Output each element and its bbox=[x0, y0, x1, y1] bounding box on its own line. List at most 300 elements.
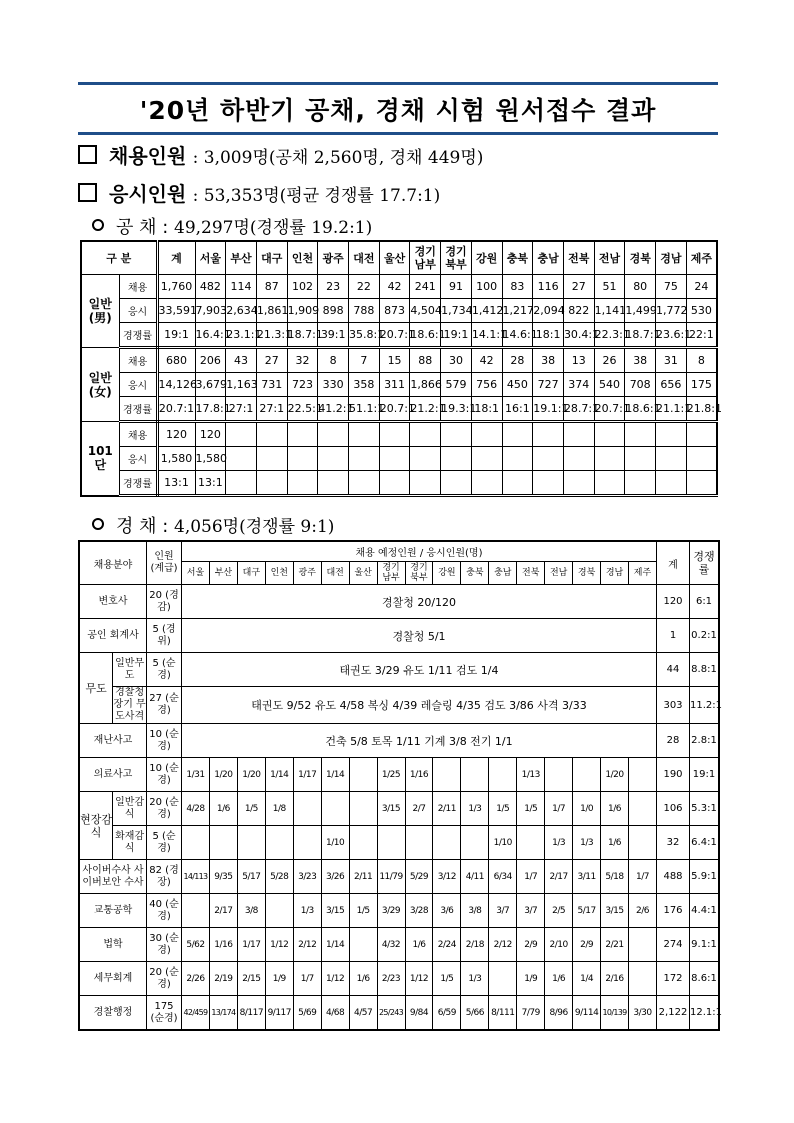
region-header: 부산 bbox=[209, 562, 237, 585]
plan-cell: 3/12 bbox=[433, 860, 461, 894]
data-cell: 330 bbox=[318, 373, 349, 397]
column-header: 강원 bbox=[471, 241, 502, 275]
data-cell: 33,591 bbox=[157, 299, 195, 323]
data-cell: 83 bbox=[502, 275, 533, 299]
data-cell: 206 bbox=[195, 348, 226, 373]
data-cell: 13 bbox=[563, 348, 594, 373]
plan-cell: 1/12 bbox=[265, 928, 293, 962]
plan-cell: 1/12 bbox=[405, 962, 433, 996]
data-cell bbox=[563, 447, 594, 471]
plan-cell: 3/8 bbox=[461, 894, 489, 928]
plan-cell: 2/15 bbox=[237, 962, 265, 996]
plan-cell: 1/0 bbox=[573, 792, 601, 826]
plan-cell: 11/79 bbox=[377, 860, 405, 894]
field-cell: 재난사고 bbox=[79, 724, 147, 758]
table-row bbox=[79, 619, 719, 653]
table-row bbox=[79, 860, 719, 894]
field-cell: 세무회계 bbox=[79, 962, 147, 996]
ratio-cell: 11.2:1 bbox=[690, 687, 720, 724]
data-cell bbox=[533, 471, 564, 496]
plan-cell: 1/6 bbox=[405, 928, 433, 962]
plan-cell: 2/24 bbox=[433, 928, 461, 962]
plan-cell bbox=[545, 758, 573, 792]
data-cell bbox=[502, 471, 533, 496]
hire-summary bbox=[78, 140, 483, 169]
row-label: 경쟁률 bbox=[119, 323, 157, 348]
data-cell: 2,634 bbox=[226, 299, 257, 323]
plan-cell: 5/18 bbox=[601, 860, 629, 894]
column-header: 제주 bbox=[686, 241, 717, 275]
ratio-cell: 6.4:1 bbox=[690, 826, 720, 860]
plan-cell bbox=[517, 826, 545, 860]
data-cell bbox=[410, 471, 441, 496]
plan-cell bbox=[182, 894, 210, 928]
plan-cell: 1/7 bbox=[517, 860, 545, 894]
data-cell: 20.7:1 bbox=[594, 397, 625, 422]
page-title: '20년 하반기 공채, 경채 시험 원서접수 결과 bbox=[139, 96, 657, 125]
plan-cell bbox=[629, 826, 657, 860]
column-header: 울산 bbox=[379, 241, 410, 275]
data-cell: 51 bbox=[594, 275, 625, 299]
table-row bbox=[81, 348, 717, 373]
data-cell: 27:1 bbox=[226, 397, 257, 422]
column-header: 경남 bbox=[656, 241, 687, 275]
data-cell: 18:1 bbox=[533, 323, 564, 348]
plan-cell: 2/16 bbox=[601, 962, 629, 996]
data-cell bbox=[379, 422, 410, 447]
plan-cell bbox=[265, 894, 293, 928]
table-row bbox=[81, 471, 717, 496]
data-cell: 42 bbox=[471, 348, 502, 373]
ratio-cell: 8.6:1 bbox=[690, 962, 720, 996]
plan-cell: 3/11 bbox=[573, 860, 601, 894]
region-header: 인천 bbox=[265, 562, 293, 585]
header-cell: 구 분 bbox=[81, 241, 157, 275]
hire-value: : 3,009명(공채 2,560명, 경채 449명) bbox=[192, 148, 484, 168]
region-header: 경기 북부 bbox=[405, 562, 433, 585]
data-cell bbox=[563, 422, 594, 447]
plan-cell: 1/3 bbox=[293, 894, 321, 928]
plan-cell: 1/10 bbox=[489, 826, 517, 860]
plan-cell bbox=[629, 792, 657, 826]
hire-label: 채용인원 bbox=[109, 144, 187, 168]
plan-cell: 1/6 bbox=[545, 962, 573, 996]
data-cell: 1,760 bbox=[157, 275, 195, 299]
data-cell: 311 bbox=[379, 373, 410, 397]
career-recruitment-table bbox=[78, 540, 720, 1031]
data-cell bbox=[656, 447, 687, 471]
applicant-value: : 53,353명(평균 경쟁률 17.7:1) bbox=[192, 186, 441, 206]
data-cell bbox=[318, 422, 349, 447]
plan-cell: 4/32 bbox=[377, 928, 405, 962]
plan-cell: 1/14 bbox=[265, 758, 293, 792]
plan-cell: 1/7 bbox=[545, 792, 573, 826]
data-cell: 4,504 bbox=[410, 299, 441, 323]
data-cell: 23 bbox=[318, 275, 349, 299]
data-cell: 540 bbox=[594, 373, 625, 397]
plan-cell: 9/117 bbox=[265, 996, 293, 1031]
data-cell bbox=[349, 471, 380, 496]
ratio-header: 경쟁률 bbox=[690, 541, 720, 585]
plan-cell bbox=[321, 792, 349, 826]
data-cell: 27 bbox=[563, 275, 594, 299]
data-cell: 22:1 bbox=[686, 323, 717, 348]
plan-cell: 5/69 bbox=[293, 996, 321, 1031]
personnel-cell: 5 (순경) bbox=[147, 653, 182, 687]
total-cell: 488 bbox=[657, 860, 690, 894]
column-header: 경기 북부 bbox=[441, 241, 472, 275]
data-cell bbox=[441, 471, 472, 496]
total-cell: 303 bbox=[657, 687, 690, 724]
data-cell: 41.2:1 bbox=[318, 397, 349, 422]
plan-cell: 2/19 bbox=[209, 962, 237, 996]
group-cell: 일반 (男) bbox=[81, 275, 119, 348]
total-cell: 1 bbox=[657, 619, 690, 653]
data-cell: 898 bbox=[318, 299, 349, 323]
data-cell: 19:1 bbox=[441, 323, 472, 348]
plan-cell: 3/23 bbox=[293, 860, 321, 894]
table-row bbox=[79, 687, 719, 724]
data-cell: 1,909 bbox=[287, 299, 318, 323]
ratio-cell: 9.1:1 bbox=[690, 928, 720, 962]
plan-cell: 3/15 bbox=[377, 792, 405, 826]
plan-cell: 3/8 bbox=[237, 894, 265, 928]
personnel-cell: 27 (순경) bbox=[147, 687, 182, 724]
data-cell: 87 bbox=[256, 275, 287, 299]
career-header-row bbox=[79, 541, 719, 562]
data-cell: 1,412 bbox=[471, 299, 502, 323]
plan-cell bbox=[629, 758, 657, 792]
data-cell: 24 bbox=[686, 275, 717, 299]
data-cell bbox=[379, 447, 410, 471]
data-cell: 708 bbox=[625, 373, 656, 397]
plan-cell: 2/26 bbox=[182, 962, 210, 996]
plan-cell: 1/6 bbox=[209, 792, 237, 826]
column-header: 계 bbox=[157, 241, 195, 275]
data-cell bbox=[256, 447, 287, 471]
open-label: 공 채 : bbox=[116, 217, 175, 238]
plan-cell: 5/62 bbox=[182, 928, 210, 962]
plan-cell: 1/5 bbox=[237, 792, 265, 826]
plan-cell: 3/15 bbox=[321, 894, 349, 928]
plan-cell: 2/11 bbox=[433, 792, 461, 826]
data-cell: 91 bbox=[441, 275, 472, 299]
plan-cell: 25/243 bbox=[377, 996, 405, 1031]
group-cell: 무도 bbox=[79, 653, 113, 724]
data-cell bbox=[379, 471, 410, 496]
plan-cell: 4/28 bbox=[182, 792, 210, 826]
data-cell bbox=[471, 471, 502, 496]
column-header: 경북 bbox=[625, 241, 656, 275]
data-cell bbox=[226, 447, 257, 471]
data-cell: 26 bbox=[594, 348, 625, 373]
data-cell: 19:1 bbox=[157, 323, 195, 348]
plan-cell: 2/5 bbox=[545, 894, 573, 928]
data-cell: 680 bbox=[157, 348, 195, 373]
plan-cell bbox=[461, 758, 489, 792]
plan-cell: 9/84 bbox=[405, 996, 433, 1031]
data-cell: 32 bbox=[287, 348, 318, 373]
plan-cell: 1/4 bbox=[573, 962, 601, 996]
column-header: 부산 bbox=[226, 241, 257, 275]
data-cell: 21.8:1 bbox=[686, 397, 717, 422]
column-header: 대구 bbox=[256, 241, 287, 275]
row-label: 응시 bbox=[119, 447, 157, 471]
table-row bbox=[79, 792, 719, 826]
data-cell bbox=[441, 422, 472, 447]
plan-cell: 1/25 bbox=[377, 758, 405, 792]
region-header: 경북 bbox=[573, 562, 601, 585]
data-cell bbox=[287, 447, 318, 471]
region-header: 제주 bbox=[629, 562, 657, 585]
plan-cell: 2/10 bbox=[545, 928, 573, 962]
career-label: 경 채 : bbox=[116, 516, 175, 537]
plan-cell: 8/96 bbox=[545, 996, 573, 1031]
data-cell: 1,580 bbox=[157, 447, 195, 471]
checkbox-square-icon bbox=[78, 145, 97, 164]
data-cell: 18.7:1 bbox=[625, 323, 656, 348]
data-cell: 482 bbox=[195, 275, 226, 299]
data-cell: 35.8:1 bbox=[349, 323, 380, 348]
plan-cell: 1/3 bbox=[545, 826, 573, 860]
data-cell bbox=[471, 422, 502, 447]
plan-cell: 1/5 bbox=[517, 792, 545, 826]
data-cell: 75 bbox=[656, 275, 687, 299]
data-cell bbox=[318, 447, 349, 471]
data-cell: 579 bbox=[441, 373, 472, 397]
plan-cell bbox=[237, 826, 265, 860]
plan-span-cell: 건축 5/8 토목 1/11 기계 3/8 전기 1/1 bbox=[182, 724, 657, 758]
plan-cell: 3/15 bbox=[601, 894, 629, 928]
group-cell: 현장감식 bbox=[79, 792, 113, 860]
data-cell: 14,126 bbox=[157, 373, 195, 397]
data-cell: 38 bbox=[533, 348, 564, 373]
data-cell: 20.7:1 bbox=[379, 397, 410, 422]
table-row bbox=[81, 275, 717, 299]
field-cell: 교통공학 bbox=[79, 894, 147, 928]
data-cell bbox=[625, 422, 656, 447]
plan-cell: 14/113 bbox=[182, 860, 210, 894]
plan-cell: 9/114 bbox=[573, 996, 601, 1031]
plan-cell: 1/3 bbox=[461, 792, 489, 826]
personnel-cell: 82 (경장) bbox=[147, 860, 182, 894]
personnel-cell: 20 (경감) bbox=[147, 585, 182, 619]
data-cell bbox=[502, 447, 533, 471]
table-row bbox=[81, 447, 717, 471]
data-cell: 114 bbox=[226, 275, 257, 299]
row-label: 채용 bbox=[119, 348, 157, 373]
plan-cell: 1/9 bbox=[265, 962, 293, 996]
plan-cell: 2/21 bbox=[601, 928, 629, 962]
data-cell: 822 bbox=[563, 299, 594, 323]
data-cell: 17.8:1 bbox=[195, 397, 226, 422]
data-cell: 20.7:1 bbox=[379, 323, 410, 348]
table-row bbox=[81, 373, 717, 397]
row-label: 경쟁률 bbox=[119, 397, 157, 422]
data-cell: 30.4:1 bbox=[563, 323, 594, 348]
row-label: 채용 bbox=[119, 422, 157, 447]
ratio-cell: 5.9:1 bbox=[690, 860, 720, 894]
data-cell bbox=[563, 471, 594, 496]
field-cell: 화재감식 bbox=[113, 826, 147, 860]
ratio-cell: 2.8:1 bbox=[690, 724, 720, 758]
open-value: 49,297명(경쟁률 19.2:1) bbox=[174, 218, 373, 238]
plan-cell: 3/28 bbox=[405, 894, 433, 928]
plan-cell bbox=[433, 758, 461, 792]
data-cell bbox=[287, 422, 318, 447]
data-cell: 88 bbox=[410, 348, 441, 373]
applicant-summary bbox=[78, 178, 440, 207]
plan-cell: 1/5 bbox=[433, 962, 461, 996]
plan-cell: 3/30 bbox=[629, 996, 657, 1031]
data-cell: 1,866 bbox=[410, 373, 441, 397]
total-cell: 44 bbox=[657, 653, 690, 687]
region-header: 서울 bbox=[182, 562, 210, 585]
plan-cell: 1/17 bbox=[237, 928, 265, 962]
data-cell: 21.3:1 bbox=[256, 323, 287, 348]
group-cell: 일반 (女) bbox=[81, 348, 119, 422]
plan-cell: 6/34 bbox=[489, 860, 517, 894]
row-label: 경쟁률 bbox=[119, 471, 157, 496]
data-cell: 51.1:1 bbox=[349, 397, 380, 422]
personnel-header: 인원 (계급) bbox=[147, 541, 182, 585]
plan-cell: 2/6 bbox=[629, 894, 657, 928]
plan-cell bbox=[209, 826, 237, 860]
table-row bbox=[81, 397, 717, 422]
plan-cell: 1/16 bbox=[405, 758, 433, 792]
total-cell: 120 bbox=[657, 585, 690, 619]
plan-cell: 3/6 bbox=[433, 894, 461, 928]
data-cell: 8 bbox=[318, 348, 349, 373]
plan-cell bbox=[265, 826, 293, 860]
data-cell: 19.1:1 bbox=[533, 397, 564, 422]
total-cell: 172 bbox=[657, 962, 690, 996]
plan-cell bbox=[461, 826, 489, 860]
region-header: 충북 bbox=[461, 562, 489, 585]
plan-cell: 2/9 bbox=[573, 928, 601, 962]
total-cell: 32 bbox=[657, 826, 690, 860]
region-header: 울산 bbox=[349, 562, 377, 585]
data-cell: 450 bbox=[502, 373, 533, 397]
field-cell: 법학 bbox=[79, 928, 147, 962]
data-cell: 28 bbox=[502, 348, 533, 373]
plan-cell bbox=[293, 792, 321, 826]
plan-cell: 1/10 bbox=[321, 826, 349, 860]
data-cell bbox=[287, 471, 318, 496]
data-cell: 788 bbox=[349, 299, 380, 323]
data-cell: 116 bbox=[533, 275, 564, 299]
data-cell: 16.4:1 bbox=[195, 323, 226, 348]
data-cell bbox=[656, 471, 687, 496]
personnel-cell: 10 (순경) bbox=[147, 758, 182, 792]
data-cell bbox=[686, 422, 717, 447]
plan-cell: 1/17 bbox=[293, 758, 321, 792]
plan-cell: 1/20 bbox=[601, 758, 629, 792]
data-cell: 28.7:1 bbox=[563, 397, 594, 422]
plan-cell: 4/57 bbox=[349, 996, 377, 1031]
region-header: 전북 bbox=[517, 562, 545, 585]
data-cell: 27 bbox=[256, 348, 287, 373]
plan-cell: 1/7 bbox=[293, 962, 321, 996]
plan-cell: 1/12 bbox=[321, 962, 349, 996]
region-header: 대전 bbox=[321, 562, 349, 585]
data-cell: 1,163 bbox=[226, 373, 257, 397]
plan-cell: 1/6 bbox=[601, 826, 629, 860]
data-cell bbox=[594, 422, 625, 447]
data-cell bbox=[625, 447, 656, 471]
column-header: 충북 bbox=[502, 241, 533, 275]
plan-cell: 1/8 bbox=[265, 792, 293, 826]
field-cell: 공인 회계사 bbox=[79, 619, 147, 653]
data-cell: 13:1 bbox=[157, 471, 195, 496]
ratio-cell: 5.3:1 bbox=[690, 792, 720, 826]
field-cell: 의료사고 bbox=[79, 758, 147, 792]
plan-cell: 5/29 bbox=[405, 860, 433, 894]
data-cell: 1,772 bbox=[656, 299, 687, 323]
plan-span-cell: 태권도 9/52 유도 4/58 복싱 4/39 레슬링 4/35 검도 3/86 사격 3/33 bbox=[182, 687, 657, 724]
data-cell: 8 bbox=[686, 348, 717, 373]
plan-cell: 9/35 bbox=[209, 860, 237, 894]
row-label: 채용 bbox=[119, 275, 157, 299]
checkbox-square-icon bbox=[78, 183, 97, 202]
total-cell: 190 bbox=[657, 758, 690, 792]
personnel-cell: 5 (순경) bbox=[147, 826, 182, 860]
plan-cell bbox=[377, 826, 405, 860]
table-row bbox=[79, 826, 719, 860]
plan-cell: 1/6 bbox=[601, 792, 629, 826]
data-cell: 656 bbox=[656, 373, 687, 397]
data-cell: 80 bbox=[625, 275, 656, 299]
field-cell: 사이버수사 사이버보안 수사 bbox=[79, 860, 147, 894]
data-cell: 23.1:1 bbox=[226, 323, 257, 348]
column-header: 전남 bbox=[594, 241, 625, 275]
plan-cell: 2/9 bbox=[517, 928, 545, 962]
plan-cell: 1/14 bbox=[321, 758, 349, 792]
plan-cell: 1/5 bbox=[349, 894, 377, 928]
data-cell: 42 bbox=[379, 275, 410, 299]
data-cell: 1,861 bbox=[256, 299, 287, 323]
plan-cell bbox=[433, 826, 461, 860]
data-cell: 1,217 bbox=[502, 299, 533, 323]
data-cell bbox=[656, 422, 687, 447]
region-header: 전남 bbox=[545, 562, 573, 585]
total-cell: 106 bbox=[657, 792, 690, 826]
data-cell: 22 bbox=[349, 275, 380, 299]
plan-cell: 1/3 bbox=[573, 826, 601, 860]
data-cell: 1,580 bbox=[195, 447, 226, 471]
data-cell bbox=[625, 471, 656, 496]
bullet-circle-icon bbox=[92, 518, 104, 530]
personnel-cell: 20 (순경) bbox=[147, 792, 182, 826]
data-cell bbox=[410, 422, 441, 447]
plan-cell: 1/16 bbox=[209, 928, 237, 962]
data-cell bbox=[349, 447, 380, 471]
table-row bbox=[79, 894, 719, 928]
data-cell bbox=[533, 447, 564, 471]
region-header: 경기 남부 bbox=[377, 562, 405, 585]
field-cell: 경찰청장기 무도사격 bbox=[113, 687, 146, 722]
personnel-cell: 30 (순경) bbox=[147, 928, 182, 962]
personnel-cell: 175 (순경) bbox=[147, 996, 182, 1031]
plan-cell: 1/9 bbox=[517, 962, 545, 996]
table-row bbox=[79, 758, 719, 792]
plan-cell: 8/111 bbox=[489, 996, 517, 1031]
column-header: 서울 bbox=[195, 241, 226, 275]
group-cell: 101단 bbox=[81, 422, 119, 496]
plan-cell: 6/59 bbox=[433, 996, 461, 1031]
data-cell bbox=[533, 422, 564, 447]
plan-cell: 3/7 bbox=[489, 894, 517, 928]
